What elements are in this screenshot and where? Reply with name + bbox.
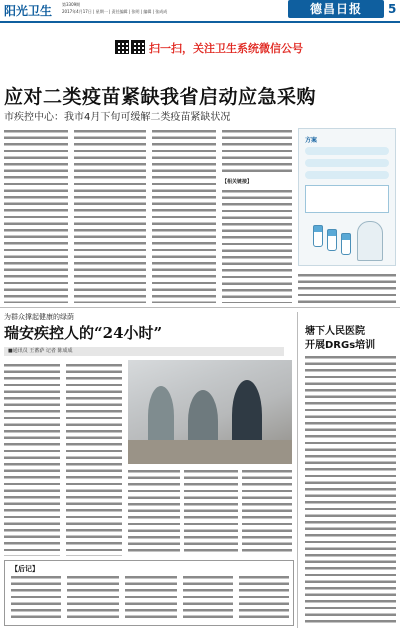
wechat-banner — [55, 36, 345, 58]
afterword-column-1 — [11, 574, 61, 622]
story2-kicker: 为群众撑起健康的绿荫 — [4, 313, 74, 321]
story3-headline-line2: 开展DRGs培训 — [305, 340, 376, 351]
issue-line: 第3309期 — [62, 2, 81, 7]
story2-body-column-3 — [128, 468, 180, 556]
infographic-panel — [305, 185, 389, 213]
newspaper-logo: 德昌日报 — [288, 0, 384, 18]
masthead — [0, 0, 400, 22]
page-number: 5 — [388, 2, 397, 16]
vaccine-vial-icon — [327, 229, 337, 251]
story2-headline: 瑞安疾控人的“24小时” — [4, 324, 163, 342]
lab-photo — [128, 360, 292, 464]
related-link-label: 【相关链接】 — [222, 179, 253, 185]
story2-body-column-5 — [242, 468, 292, 556]
date-line: 2017年4月17日 | 星期一 | 责任编辑 | 张明 | 编辑 | 张成成 — [62, 9, 168, 14]
lead-body-column-4a — [222, 128, 292, 174]
photo-figure — [148, 386, 174, 446]
lead-body-column-1 — [4, 128, 68, 303]
photo-bench — [128, 440, 292, 464]
afterword-column-3 — [125, 574, 177, 622]
infographic-bar — [305, 147, 389, 155]
vaccine-vial-icon — [341, 233, 351, 255]
lead-body-column-4b — [222, 188, 292, 303]
afterword-column-5 — [239, 574, 289, 622]
vaccine-vial-icon — [313, 225, 323, 247]
lead-body-column-2 — [74, 128, 146, 303]
story2-body-column-2 — [66, 362, 122, 556]
story3-body — [305, 354, 396, 626]
vaccine-infographic — [298, 128, 396, 266]
lead-headline: 应对二类疫苗紧缺我省启动应急采购 — [4, 86, 317, 108]
story2-byline: ■通讯员 王蓄萨 记者 陈成成 — [4, 347, 284, 356]
afterword-column-2 — [67, 574, 119, 622]
column-rule — [297, 312, 298, 628]
qr-code-icon — [131, 40, 145, 54]
story2-body-column-1 — [4, 362, 60, 556]
lead-subhead: 市疾控中心：我市4月下旬可缓解二类疫苗紧缺状况 — [4, 112, 231, 123]
qr-code-icon — [115, 40, 129, 54]
afterword-box — [4, 560, 294, 626]
infographic-title: 方案 — [305, 137, 318, 144]
infographic-bar — [305, 159, 389, 167]
afterword-column-4 — [183, 574, 233, 622]
doctor-illustration-icon — [357, 221, 383, 261]
section-divider — [0, 307, 400, 308]
masthead-rule — [0, 21, 400, 23]
story3-headline-line1: 塘下人民医院 — [305, 326, 365, 337]
infographic-bar — [305, 171, 389, 179]
lead-body-column-3 — [152, 128, 216, 303]
afterword-title: 【后记】 — [11, 565, 39, 573]
section-title: 阳光卫生 — [4, 4, 53, 18]
lead-body-column-5 — [298, 272, 396, 303]
story2-body-column-4 — [184, 468, 238, 556]
banner-text: 扫一扫，关注卫生系统微信公号 — [149, 42, 303, 55]
